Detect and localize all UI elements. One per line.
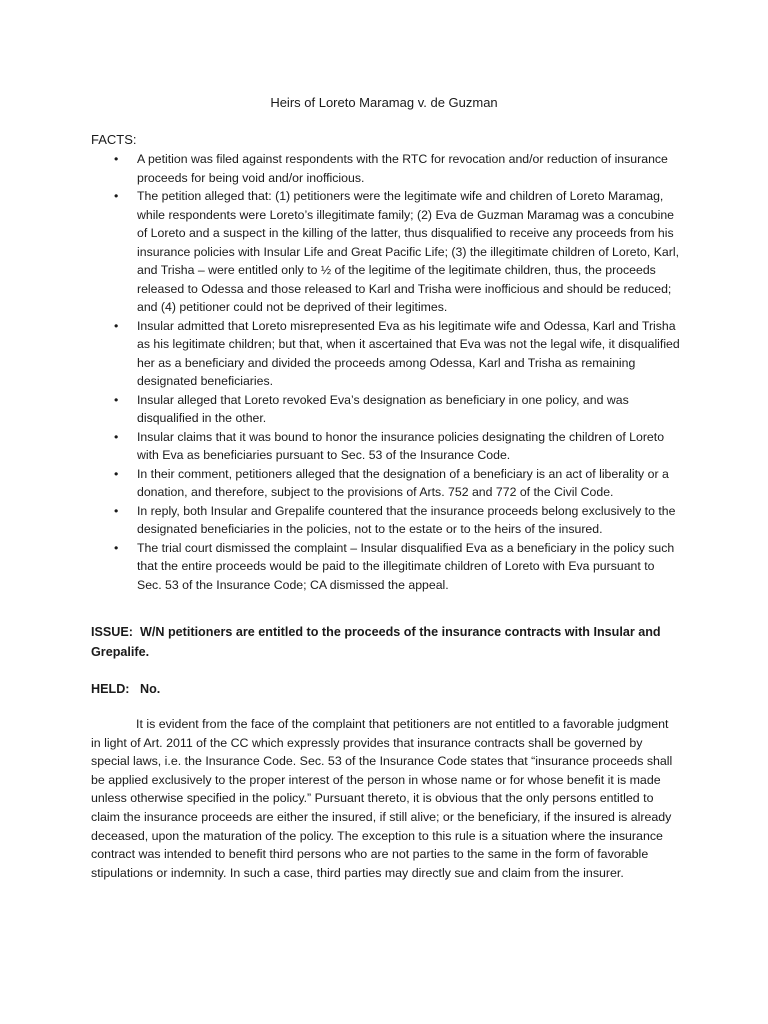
fact-text: Insular admitted that Loreto misrepresented Eva as his legitimate wife and Odessa, Karl and Trisha as his legitimate children; but that, when it ascertained that Eva was not the legal wife, it disqualified her as a beneficiary and divided the proceeds among Odessa, Karl and Trisha as remaining designated beneficiaries. (137, 318, 680, 388)
held-label: HELD: (91, 682, 130, 696)
fact-text: In their comment, petitioners alleged that the designation of a beneficiary is an act of liberality or a donation, and therefore, subject to the provisions of Arts. 752 and 772 of the Civil Code. (137, 466, 669, 499)
list-item (91, 502, 681, 539)
document-title: Heirs of Loreto Maramag v. de Guzman (270, 95, 498, 110)
list-item (91, 317, 681, 391)
bullet-icon: • (114, 189, 119, 203)
facts-heading: FACTS: (91, 132, 137, 147)
bullet-icon: • (114, 429, 119, 444)
list-item (91, 187, 681, 317)
issue-section (91, 622, 681, 662)
fact-text: In reply, both Insular and Grepalife countered that the insurance proceeds belong exclusively to the designated beneficiaries in the policies, not to the estate or to the heirs of the insured. (137, 503, 676, 536)
list-item (91, 465, 681, 502)
issue-label: ISSUE: (91, 625, 133, 639)
bullet-icon: • (114, 318, 119, 333)
fact-text: The trial court dismissed the complaint – Insular disqualified Eva as a beneficiary in the policy such that the entire proceeds would be paid to the illegitimate children of Loreto with Eva pursuant to Sec. 53 of the Insurance Code; CA dismissed the appeal. (137, 540, 675, 592)
issue-text: W/N petitioners are entitled to the proceeds of the insurance contracts with Insular and Grepalife. (91, 625, 661, 659)
fact-text: Insular alleged that Loreto revoked Eva’s designation as beneficiary in one policy, and was disqualified in the other. (137, 392, 629, 425)
bullet-icon: • (114, 392, 119, 407)
list-item (91, 428, 681, 465)
bullet-icon: • (114, 540, 119, 555)
fact-text: Insular claims that it was bound to honor the insurance policies designating the children of Loreto with Eva as beneficiaries pursuant to Sec. 53 of the Insurance Code. (137, 429, 665, 462)
held-value: No. (139, 682, 161, 696)
list-item (91, 150, 681, 187)
ruling-paragraph: It is evident from the face of the complaint that petitioners are not entitled to a favorable judgment in light of Art. 2011 of the CC which expressly provides that insurance contracts shall be governed by special laws, i.e. the Insurance Code. Sec. 53 of the Insurance Code states that “insurance proceeds shall be applied exclusively to the proper interest of the person in whose name or for whose benefit it is made unless otherwise specified in the policy.” Pursuant thereto, it is obvious that the only persons entitled to claim the insurance proceeds are either the insured, if still alive; or the beneficiary, if the insured is already deceased, upon the maturation of the policy. The exception to this rule is a situation where the insurance contract was intended to benefit third persons who are not parties to the same in the form of favorable stipulations or indemnity. In such a case, third parties may directly sue and claim from the insurer. (91, 717, 673, 880)
fact-text: A petition was filed against respondents with the RTC for revocation and/or reduction of insurance proceeds for being void and/or inofficious. (137, 152, 668, 185)
facts-list (91, 150, 681, 594)
fact-text: The petition alleged that: (1) petitioners were the legitimate wife and children of Loreto Maramag, while respondents were Loreto’s illegitimate family; (2) Eva de Guzman Maramag was a concubine of Loreto and a suspect in the killing of the latter, thus disqualified to receive any proceeds from his insurance policies with Insular Life and Great Pacific Life; (3) the illegitimate children of Loreto, Karl, and Trisha – were entitled only to ½ of the legitime of the legitimate children, thus, the proceeds released to Odessa and those released to Karl and Trisha were inofficious and should be reduced; and (4) petitioner could not be deprived of their legitimes. (137, 189, 680, 314)
held-section (91, 679, 681, 699)
list-item (91, 539, 681, 595)
bullet-icon: • (114, 503, 119, 518)
bullet-icon: • (114, 152, 119, 166)
bullet-icon: • (114, 466, 119, 481)
list-item (91, 391, 681, 428)
